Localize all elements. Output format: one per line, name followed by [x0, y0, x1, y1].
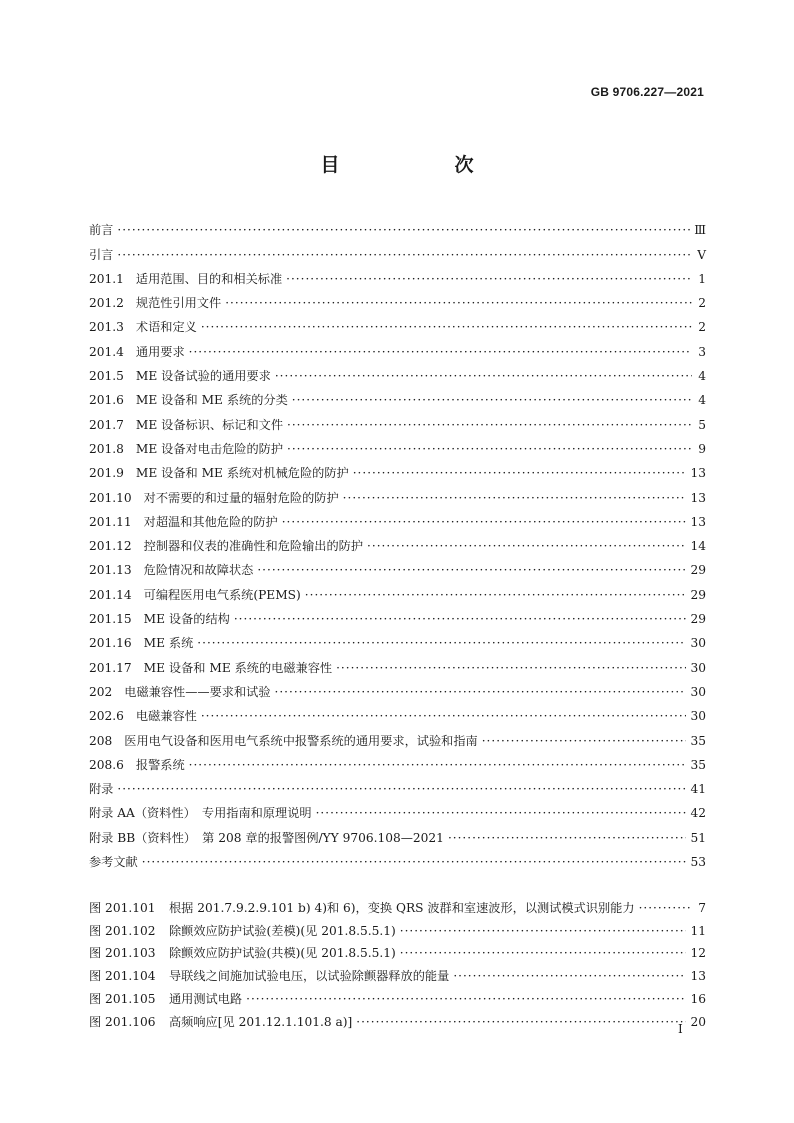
toc-entry-number: 201.6 [89, 393, 124, 408]
toc-entry[interactable] [89, 214, 706, 238]
dot-leader [353, 465, 687, 481]
toc-entry-title: ME 系统 [143, 636, 194, 651]
toc-entry-page: 42 [690, 806, 706, 821]
toc-entry-page: 30 [690, 684, 706, 699]
figure-entry-title: 除颤效应防护试验(差模)(见 201.8.5.5.1) [169, 923, 396, 938]
toc-entry[interactable] [89, 821, 706, 845]
toc-entry-page: 29 [690, 563, 706, 578]
toc-entry[interactable] [89, 287, 706, 311]
toc-entry-title: 电磁兼容性 [135, 709, 197, 724]
toc-entry-page: 3 [698, 344, 706, 359]
toc-entry-page: 9 [698, 441, 706, 456]
toc-entry[interactable] [89, 797, 706, 821]
figure-entry[interactable] [89, 961, 706, 984]
figure-entry-page: 16 [690, 991, 706, 1006]
dot-leader [305, 587, 687, 603]
toc-entry-number: 201.10 [89, 490, 132, 505]
toc-entry-title: 通用要求 [135, 344, 185, 359]
toc-entry-title: 控制器和仪表的准确性和危险输出的防护 [143, 539, 364, 554]
toc-entry-title: 电磁兼容性——要求和试验 [124, 684, 271, 699]
toc-entry-number: 201.7 [89, 417, 124, 432]
toc-entry-number: 201.8 [89, 441, 124, 456]
toc-entry[interactable] [89, 360, 706, 384]
toc-entry[interactable] [89, 554, 706, 578]
dot-leader [117, 781, 686, 797]
toc-entry-number: 201.12 [89, 539, 132, 554]
dot-leader [316, 805, 687, 821]
dot-leader [142, 854, 687, 870]
toc-entry[interactable] [89, 481, 706, 505]
dot-leader [225, 295, 692, 311]
figure-entry[interactable] [89, 939, 706, 962]
toc-entry-title: 附录 AA（资料性） 专用指南和原理说明 [89, 806, 312, 821]
page-number: Ⅰ [678, 1022, 683, 1036]
toc-entry-number: 201.16 [89, 636, 132, 651]
toc-entry-page: 2 [698, 320, 706, 335]
figure-entry[interactable] [89, 916, 706, 939]
dot-leader [336, 660, 686, 676]
figure-entry[interactable] [89, 984, 706, 1007]
toc-entry-page: 1 [698, 271, 706, 286]
toc-entry-title: 医用电气设备和医用电气系统中报警系统的通用要求，试验和指南 [124, 733, 478, 748]
toc-entry-number: 201.4 [89, 344, 124, 359]
figure-entry[interactable] [89, 893, 706, 916]
toc-entry-page: Ⅲ [694, 223, 706, 238]
dot-leader [448, 830, 687, 846]
toc-entry[interactable] [89, 311, 706, 335]
toc-entry-page: 41 [690, 782, 706, 797]
dot-leader [356, 1014, 686, 1030]
dot-leader [453, 968, 686, 984]
dot-leader [275, 684, 687, 700]
toc-entry[interactable] [89, 773, 706, 797]
figure-entry-title: 根据 201.7.9.2.9.101 b) 4)和 6)，变换 QRS 波群和室速波形，以测试模式识别能力 [169, 900, 635, 915]
toc-entry-page: 30 [690, 660, 706, 675]
toc-entry-page: 14 [690, 539, 706, 554]
toc-entry[interactable] [89, 749, 706, 773]
toc-entry-page: 5 [698, 417, 706, 432]
toc-entry-page: 2 [698, 296, 706, 311]
toc-entry-page: 29 [690, 587, 706, 602]
figure-entry-page: 12 [690, 946, 706, 961]
toc-entry-title: ME 设备试验的通用要求 [135, 369, 271, 384]
dot-leader [287, 441, 692, 457]
dot-leader [189, 757, 687, 773]
dot-leader [400, 945, 687, 961]
dot-leader [286, 271, 692, 287]
toc-entry-number: 201.3 [89, 320, 124, 335]
page-title: 目 次 [320, 154, 522, 176]
toc-entry-title: 危险情况和故障状态 [143, 563, 254, 578]
dot-leader [482, 733, 687, 749]
toc-entry-page: 53 [690, 855, 706, 870]
toc-entry-page: 30 [690, 709, 706, 724]
toc-entry[interactable] [89, 335, 706, 359]
toc-entry-title: 适用范围、目的和相关标准 [135, 271, 283, 286]
figure-entry-page: 13 [690, 969, 706, 984]
toc-entry-title: ME 设备和 ME 系统对机械危险的防护 [135, 466, 349, 481]
toc-entry-page: 13 [690, 466, 706, 481]
dot-leader [282, 514, 687, 530]
toc-entry-number: 201.9 [89, 466, 124, 481]
toc-entry-title: 对超温和其他危险的防护 [143, 514, 278, 529]
toc-entry-title: 规范性引用文件 [135, 296, 222, 311]
figure-list [89, 893, 706, 1030]
toc-entry[interactable] [89, 676, 706, 700]
toc-entry-page: 13 [690, 490, 706, 505]
toc-entry-number: 201.15 [89, 612, 132, 627]
figure-entry-page: 7 [698, 900, 706, 915]
dot-leader [189, 344, 692, 360]
toc-entry[interactable] [89, 578, 706, 602]
toc-entry-title: 参考文献 [89, 855, 138, 870]
dot-leader [639, 900, 692, 916]
dot-leader [201, 319, 692, 335]
toc-entry-title: ME 设备的结构 [143, 612, 230, 627]
toc-entry[interactable] [89, 651, 706, 675]
toc-entry-title: 附录 [89, 782, 114, 797]
toc-entry[interactable] [89, 724, 706, 748]
dot-leader [343, 490, 687, 506]
toc-entry-title: ME 设备和 ME 系统的分类 [135, 393, 288, 408]
toc-entry-number: 201.1 [89, 271, 124, 286]
toc-entry-page: 51 [690, 830, 706, 845]
dot-leader [367, 538, 686, 554]
toc-entry-title: 前言 [89, 223, 114, 238]
toc-entry-number: 208 [89, 733, 113, 748]
toc-entry[interactable] [89, 263, 706, 287]
figure-entry-title: 通用测试电路 [169, 991, 243, 1006]
figure-entry-number: 图 201.105 [89, 991, 156, 1006]
toc-entry-page: 4 [698, 393, 706, 408]
dot-leader [292, 392, 692, 408]
toc-entry-page: 35 [690, 733, 706, 748]
dot-leader [234, 611, 687, 627]
toc-entry-number: 201.2 [89, 296, 124, 311]
figure-entry-number: 图 201.104 [89, 969, 156, 984]
toc-entry[interactable] [89, 846, 706, 870]
toc-entry[interactable] [89, 457, 706, 481]
toc-entry-title: 报警系统 [135, 757, 185, 772]
toc-entry-title: 术语和定义 [135, 320, 197, 335]
toc-entry[interactable] [89, 603, 706, 627]
toc-entry-page: 35 [690, 757, 706, 772]
toc-entry-number: 201.17 [89, 660, 132, 675]
figure-entry-number: 图 201.103 [89, 946, 156, 961]
figure-entry[interactable] [89, 1007, 706, 1030]
dot-leader [246, 991, 686, 1007]
dot-leader [287, 417, 692, 433]
toc-entry-page: 13 [690, 514, 706, 529]
toc-entry-title: 附录 BB（资料性） 第 208 章的报警图例/YY 9706.108—2021 [89, 830, 444, 845]
toc-entry-number: 201.13 [89, 563, 132, 578]
dot-leader [117, 247, 692, 263]
dot-leader [197, 635, 686, 651]
toc-entry-title: 对不需要的和过量的辐射危险的防护 [143, 490, 339, 505]
toc-entry[interactable] [89, 433, 706, 457]
document-code: GB 9706.227—2021 [590, 85, 704, 99]
dot-leader [257, 562, 686, 578]
toc-entry[interactable] [89, 238, 706, 262]
figure-entry-number: 图 201.106 [89, 1014, 156, 1029]
toc-entry-title: ME 设备标识、标记和文件 [135, 417, 284, 432]
dot-leader [400, 923, 687, 939]
toc-entry-page: Ⅴ [697, 247, 706, 262]
toc-entry-number: 201.5 [89, 369, 124, 384]
toc-entry[interactable] [89, 627, 706, 651]
toc-entry[interactable] [89, 384, 706, 408]
figure-entry-title: 除颤效应防护试验(共模)(见 201.8.5.5.1) [169, 946, 396, 961]
toc-list [89, 214, 706, 870]
toc-entry-title: 引言 [89, 247, 114, 262]
toc-entry-page: 29 [690, 612, 706, 627]
toc-entry-number: 201.14 [89, 587, 132, 602]
toc-entry-title: ME 设备对电击危险的防护 [135, 441, 284, 456]
toc-entry-page: 4 [698, 369, 706, 384]
figure-entry-page: 11 [690, 923, 706, 938]
toc-entry-title: ME 设备和 ME 系统的电磁兼容性 [143, 660, 333, 675]
toc-entry[interactable] [89, 700, 706, 724]
toc-entry-number: 202 [89, 684, 113, 699]
toc-entry-title: 可编程医用电气系统(PEMS) [143, 587, 301, 602]
dot-leader [201, 708, 687, 724]
toc-entry-number: 201.11 [89, 514, 132, 529]
dot-leader [117, 222, 690, 238]
toc-entry[interactable] [89, 530, 706, 554]
figure-entry-title: 导联线之间施加试验电压，以试验除颤器释放的能量 [169, 969, 450, 984]
figure-entry-title: 高频响应[见 201.12.1.101.8 a)] [169, 1014, 353, 1029]
toc-entry-number: 202.6 [89, 709, 124, 724]
figure-entry-number: 图 201.102 [89, 923, 156, 938]
figure-entry-page: 20 [690, 1014, 706, 1029]
toc-entry-number: 208.6 [89, 757, 124, 772]
toc-entry[interactable] [89, 408, 706, 432]
figure-entry-number: 图 201.101 [89, 900, 156, 915]
toc-entry-page: 30 [690, 636, 706, 651]
dot-leader [275, 368, 692, 384]
toc-entry[interactable] [89, 506, 706, 530]
